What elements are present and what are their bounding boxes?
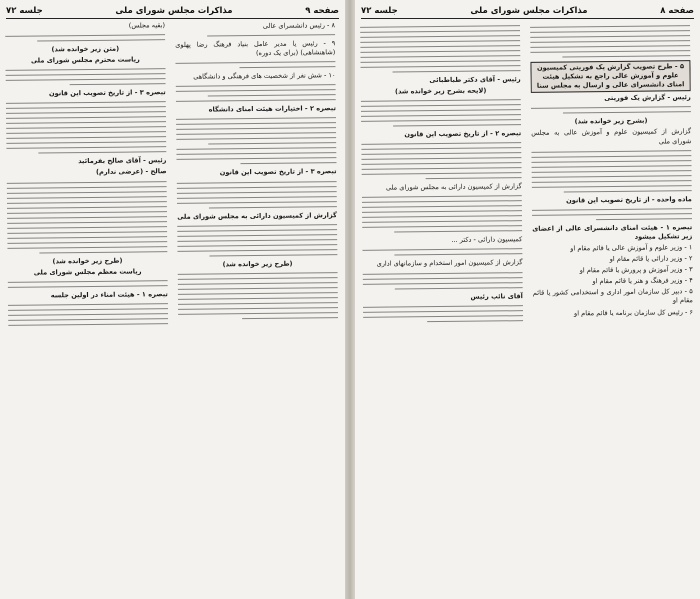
left-page-header [6,4,339,19]
right-r-item-6: تبصره ۱ - هیئت امنای دانشسرای عالی از اعضای زیر تشکیل میشود [532,222,693,241]
right-journal-title: مذاکرات مجلس شورای ملی [470,6,588,16]
left-l-item-2: (متن زیر خوانده شد) [51,44,120,54]
left-l-item-1: (بقیه مجلس) [128,21,166,30]
right-page [355,0,700,599]
left-page-left-column [5,21,171,594]
left-l-item-9: تبصره ۱ - هیئت امناء در اولین جلسه [50,289,168,300]
right-r-item-2: رئیس - گزارش یک فوریتی [604,93,691,103]
left-r-item-5: تبصره ۳ - از تاریخ تصویب این قانون [219,167,337,177]
left-l-item-4: تبصره ۳ - از تاریخ تصویب این قانون [48,88,166,98]
left-l-item-7: (طرح زیر خوانده شد) [52,256,123,265]
left-l-item-5: رئیس - آقای صالح بفرمائید [78,156,167,166]
right-l-item-6: گزارش از کمیسیون امور استخدام و سازمانهای اداری [376,258,523,269]
right-session-label: جلسه ۷۲ [361,6,398,16]
left-r-item-1: ۸ - رئیس دانشسرای عالی [262,21,336,30]
right-l-item-3: تبصره ۲ - از تاریخ تصویب این قانون [404,129,522,139]
left-l-item-3: ریاست محترم مجلس شورای ملی [30,55,140,65]
left-r-item-2: ۹ - رئیس یا مدیر عامل بنیاد فرهنگ رضا پهلوی (شاهنشاهی) (برای یک دوره) [175,39,336,58]
left-r-item-6: گزارش از کمیسیون دارائی به مجلس شورای ملی [177,210,337,221]
left-r-item-4: تبصره ۲ - اختیارات هیئت امنای دانشگاه [208,104,336,114]
right-l-item-5: کمیسیون دارائی - دکتر ... [451,235,523,245]
right-r-item-12: ۶ - رئیس کل سازمان برنامه یا قائم مقام او [573,307,694,317]
left-page [0,0,345,599]
right-l-item-1: رئیس - آقای دکتر طباطبائی [429,75,521,85]
left-page-number: صفحه ۹ [305,6,339,16]
right-l-item-2: (لایحه بشرح زیر خوانده شد) [394,86,487,96]
right-r-item-10: ۴ - وزیر فرهنگ و هنر یا قائم مقام او [592,276,693,286]
right-l-item-7: آقای نائب رئیس [470,291,523,301]
book-gutter [345,0,355,599]
left-r-item-3: ۱۰ - شش نفر از شخصیت های فرهنگی و دانشگاهی [193,71,336,81]
left-r-item-7: (طرح زیر خوانده شد) [222,259,293,269]
right-page-header [361,4,694,19]
left-journal-title: مذاکرات مجلس شورای ملی [115,6,233,16]
right-r-item-9: ۳ - وزیر آموزش و پرورش یا قائم مقام او [579,265,693,275]
right-r-item-3: (بشرح زیر خوانده شد) [574,117,648,126]
right-page-number: صفحه ۸ [660,6,694,16]
right-r-item-1: ۵ - طرح تصویب گزارش یک فوریتی کمیسیون علوم و آموزش عالی راجع به تشکیل هیئت امنای دانشسرای عالی و ارسال به مجلس سنا [530,60,690,93]
right-page-left-column [360,21,526,594]
right-page-right-column [530,21,696,594]
left-session-label: جلسه ۷۲ [6,6,43,16]
right-r-item-11: ۵ - دبیر کل سازمان امور اداری و استخدامی کشور یا قائم مقام او [532,287,693,305]
left-l-item-8: ریاست معظم مجلس شورای ملی [33,267,142,277]
left-l-item-6: صالح - (عرضی ندارم) [95,167,167,177]
right-l-item-4: گزارش از کمیسیون دارائی به مجلس شورای ملی [385,182,522,192]
right-r-item-4: گزارش از کمیسیون علوم و آموزش عالی به مجلس شورای ملی [531,127,692,146]
right-r-item-8: ۲ - وزیر دارائی یا قائم مقام او [609,254,693,264]
right-r-item-5: ماده واحده - از تاریخ تصویب این قانون [566,194,692,205]
right-r-item-7: ۱ - وزیر علوم و آموزش عالی یا قائم مقام او [570,243,693,253]
left-page-right-column [175,21,341,594]
